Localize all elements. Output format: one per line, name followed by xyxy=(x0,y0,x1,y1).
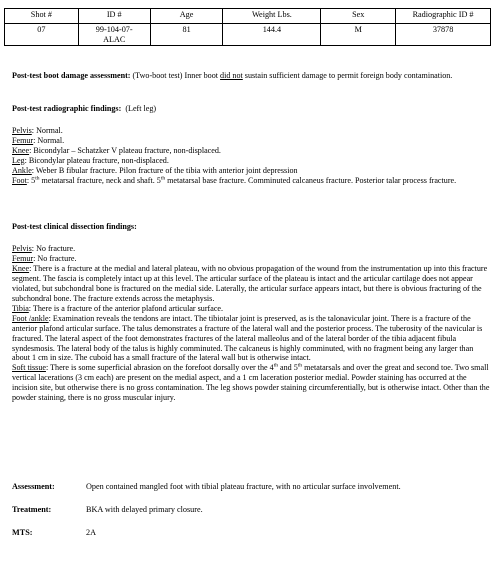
cell-weight: 144.4 xyxy=(223,24,321,46)
leg-label: Leg xyxy=(12,155,25,165)
clinical-knee-label: Knee xyxy=(12,263,30,273)
radiographic-pelvis xyxy=(12,126,490,136)
header-shot: Shot # xyxy=(5,9,79,24)
clinical-tibia xyxy=(12,304,490,314)
clinical-pelvis xyxy=(12,244,490,254)
boot-text-a: (Two-boot test) Inner boot xyxy=(130,71,221,80)
clinical-tibia-text: : There is a fracture of the anterior plafond articular surface. xyxy=(28,303,224,313)
clinical-findings xyxy=(12,244,490,403)
clinical-knee xyxy=(12,264,490,304)
boot-text-b: sustain sufficient damage to permit foreign body contamination. xyxy=(242,71,453,80)
knee-text: : Bicondylar – Schatzker V plateau fracture, non-displaced. xyxy=(29,145,221,155)
header-weight: Weight Lbs. xyxy=(223,9,321,24)
radiographic-femur xyxy=(12,136,490,146)
clinical-soft-text-b: and 5 xyxy=(278,363,298,373)
cell-sex: M xyxy=(321,24,396,46)
header-radiographic-id: Radiographic ID # xyxy=(396,9,491,24)
mts-label: MTS: xyxy=(12,528,33,537)
foot-text-a: : 5 xyxy=(26,175,36,185)
knee-label: Knee xyxy=(12,145,30,155)
foot-text-b: metatarsal fracture, neck and shaft. 5 xyxy=(39,175,161,185)
clinical-knee-text: : There is a fracture at the medial and lateral plateau, with no obvious propagation of the wound from the instrumentation up into this fracture segment. The fascia is completely intact up at this level. The articular surface of the plateau is intact and the articular cartilage does not appear violated, but subchondral bone is fractured on the medial side. Laterally, the articular surface appears intact, but there is obvious fracturing of the subchondral bone. The fracture extends across the metaphysis. xyxy=(12,263,488,303)
radiographic-foot xyxy=(12,176,490,186)
soft-sup-1: th xyxy=(273,362,278,369)
radiographic-ankle xyxy=(12,166,490,176)
mts-value: 2A xyxy=(86,528,97,537)
foot-text-c: metatarsal base fracture. Comminuted calcaneus fracture. Posterior talar process fracture. xyxy=(165,175,457,185)
ankle-label: Ankle xyxy=(12,165,32,175)
soft-sup-2: th xyxy=(297,362,303,369)
boot-assessment xyxy=(12,71,490,81)
clinical-femur-text: : No fracture. xyxy=(33,253,77,263)
foot-sup-2: th xyxy=(160,175,166,182)
treatment-label: Treatment: xyxy=(12,505,52,514)
clinical-soft-text-a: : There is some superficial abrasion on the forefoot dorsally over the 4 xyxy=(45,363,274,373)
treatment-value: BKA with delayed primary closure. xyxy=(86,505,203,514)
clinical-heading-line xyxy=(12,222,490,232)
pelvis-label: Pelvis xyxy=(12,126,32,135)
boot-did-not: did not xyxy=(220,71,243,80)
foot-sup-1: th xyxy=(35,175,40,182)
assessment-value: Open contained mangled foot with tibial plateau fracture, with no articular surface involvement. xyxy=(86,482,401,491)
clinical-tibia-label: Tibia xyxy=(12,303,29,313)
femur-text: : Normal. xyxy=(33,135,65,145)
clinical-foot-ankle xyxy=(12,314,490,364)
radiographic-side: (Left leg) xyxy=(125,104,157,113)
ankle-text: : Weber B fibular fracture. Pilon fracture of the tibia with anterior joint depression xyxy=(31,165,298,175)
header-age: Age xyxy=(150,9,223,24)
radiographic-heading: Post-test radiographic findings: xyxy=(12,104,122,113)
radiographic-knee xyxy=(12,146,490,156)
femur-label: Femur xyxy=(12,135,34,145)
clinical-pelvis-text: : No fracture. xyxy=(31,244,76,253)
cell-radiographic-id: 37878 xyxy=(396,24,491,46)
specimen-table xyxy=(4,8,491,46)
clinical-soft-label: Soft tissue xyxy=(12,363,46,373)
radiographic-heading-line xyxy=(12,104,490,114)
clinical-femur xyxy=(12,254,490,264)
clinical-soft-tissue xyxy=(12,363,490,403)
table-row xyxy=(5,24,491,46)
clinical-pelvis-label: Pelvis xyxy=(12,244,32,253)
clinical-heading: Post-test clinical dissection findings: xyxy=(12,222,137,231)
header-id: ID # xyxy=(78,9,150,24)
foot-label: Foot xyxy=(12,175,27,185)
cell-age: 81 xyxy=(150,24,223,46)
table-header-row xyxy=(5,9,491,24)
clinical-footankle-label: Foot /ankle xyxy=(12,313,49,323)
header-sex: Sex xyxy=(321,9,396,24)
pelvis-text: : Normal. xyxy=(31,126,63,135)
clinical-footankle-text: : Examination reveals the tendons are intact. The tibiotalar joint is preserved, as is the talonavicular joint. There is a fracture of the anterior plafond articular surface. The talus demonstrates a fracture of the lateral wall and the posterior process. The tuberosity of the navicular is fractured. The lateral aspect of the foot demonstrates fractures of the lateral malleolus and of the lateral border of the tibia adjacent fibula syndesmosis. The lateral body of the talus is highly comminuted. The calcaneus is highly comminuted, with no fragment being any larger than about 1 cm in size. The cuboid has a small fracture of the lateral wall but is otherwise intact. xyxy=(12,313,483,363)
cell-shot: 07 xyxy=(5,24,79,46)
leg-text: : Bicondylar plateau fracture, non-displaced. xyxy=(24,155,169,165)
radiographic-leg xyxy=(12,156,490,166)
clinical-soft-text-c: metatarsals and over the great and second toe. Two small vertical lacerations (3 cm each) are present on the medial aspect, and a 1 cm laceration posterior medial. Powder staining has occurred at the incision site, but otherwise there is no gross contamination. The leg shows powder staining circumferentially, but is otherwise intact. Other than the powder staining, there is no gross muscular injury. xyxy=(12,363,490,403)
clinical-femur-label: Femur xyxy=(12,253,34,263)
assessment-label: Assessment: xyxy=(12,482,55,491)
cell-id: 99-104-07-ALAC xyxy=(78,24,150,46)
radiographic-findings xyxy=(12,126,490,186)
boot-heading: Post-test boot damage assessment: xyxy=(12,71,131,80)
